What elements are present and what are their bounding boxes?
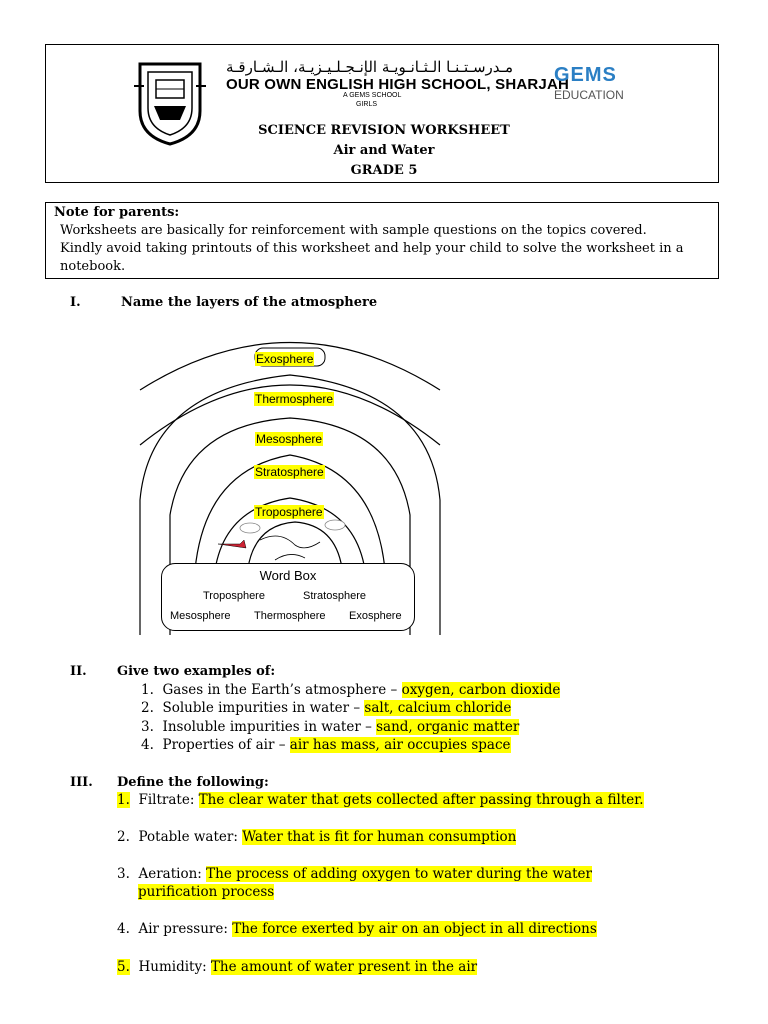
note-box xyxy=(45,202,719,279)
definition-item-continued xyxy=(138,884,274,900)
item-number: 4. xyxy=(141,737,154,753)
gems-education-label: EDUCATION xyxy=(554,88,624,102)
list-item xyxy=(141,737,511,753)
section-number: III. xyxy=(70,775,93,790)
item-answer: sand, organic matter xyxy=(376,719,520,735)
item-answer: air has mass, air occupies space xyxy=(289,737,511,753)
definition-answer: The clear water that gets collected after passing through a filter. xyxy=(198,792,644,808)
list-item xyxy=(141,700,511,716)
definition-item xyxy=(117,959,477,975)
definition-term: Aeration: xyxy=(138,866,207,882)
item-question: Soluble impurities in water – xyxy=(162,700,365,716)
definition-answer: purification process xyxy=(138,884,275,900)
item-number: 3. xyxy=(117,866,130,882)
school-girls-label: GIRLS xyxy=(356,101,378,108)
word-box-title: Word Box xyxy=(259,568,317,583)
item-question: Gases in the Earth’s atmosphere – xyxy=(162,682,402,698)
gems-logo: GEMS xyxy=(554,64,617,86)
note-line: notebook. xyxy=(60,259,126,274)
school-subtitle: A GEMS SCHOOL xyxy=(343,92,402,99)
layer-label-troposphere: Troposphere xyxy=(255,505,323,519)
worksheet-grade: GRADE 5 xyxy=(350,163,418,178)
definition-term: Humidity: xyxy=(138,959,211,975)
definition-item xyxy=(117,829,516,845)
note-heading: Note for parents: xyxy=(54,205,180,220)
word-box-word: Mesosphere xyxy=(170,610,231,622)
definition-answer: The process of adding oxygen to water during the water xyxy=(206,866,592,882)
layer-label-exosphere: Exosphere xyxy=(256,352,314,366)
definition-answer: The amount of water present in the air xyxy=(210,959,478,975)
word-box-word: Troposphere xyxy=(203,590,265,602)
section-title: Define the following: xyxy=(117,775,269,790)
note-line: Worksheets are basically for reinforcement with sample questions on the topics covered. xyxy=(60,223,647,238)
worksheet-subtitle: Air and Water xyxy=(333,143,435,158)
item-number: 3. xyxy=(141,719,154,735)
layer-label-thermosphere: Thermosphere xyxy=(255,392,334,406)
list-item xyxy=(141,682,560,698)
layer-label-stratosphere: Stratosphere xyxy=(255,465,324,479)
word-box xyxy=(161,563,415,631)
list-item xyxy=(141,719,519,735)
item-number: 4. xyxy=(117,921,130,937)
definition-item xyxy=(117,866,592,882)
definition-answer: The force exerted by air on an object in all directions xyxy=(232,921,597,937)
word-box-word: Thermosphere xyxy=(254,610,326,622)
item-number: 5. xyxy=(117,959,130,975)
section-number: I. xyxy=(70,295,81,310)
worksheet-title: SCIENCE REVISION WORKSHEET xyxy=(258,123,510,138)
item-number: 2. xyxy=(117,829,130,845)
item-number: 2. xyxy=(141,700,154,716)
definition-answer: Water that is fit for human consumption xyxy=(242,829,517,845)
word-box-word: Stratosphere xyxy=(303,590,366,602)
note-line: Kindly avoid taking printouts of this worksheet and help your child to solve the worksheet in a xyxy=(60,241,684,256)
school-name: OUR OWN ENGLISH HIGH SCHOOL, SHARJAH xyxy=(226,76,570,93)
item-answer: salt, calcium chloride xyxy=(364,700,512,716)
item-number: 1. xyxy=(141,682,154,698)
item-answer: oxygen, carbon dioxide xyxy=(401,682,561,698)
item-question: Insoluble impurities in water – xyxy=(162,719,377,735)
section-title: Name the layers of the atmosphere xyxy=(121,295,378,310)
definition-term: Filtrate: xyxy=(138,792,199,808)
definition-item xyxy=(117,792,644,808)
word-box-word: Exosphere xyxy=(349,610,402,622)
item-question: Properties of air – xyxy=(162,737,290,753)
layer-label-mesosphere: Mesosphere xyxy=(256,432,323,446)
school-name-arabic: مـدرسـتـنـا الـثـانـويـة الإنـجـلـيـزيـة، الـشـارقـة xyxy=(226,58,514,76)
definition-term: Potable water: xyxy=(138,829,243,845)
section-number: II. xyxy=(70,664,87,679)
definition-item xyxy=(117,921,597,937)
definition-term: Air pressure: xyxy=(138,921,233,937)
section-title: Give two examples of: xyxy=(117,664,276,679)
item-number: 1. xyxy=(117,792,130,808)
